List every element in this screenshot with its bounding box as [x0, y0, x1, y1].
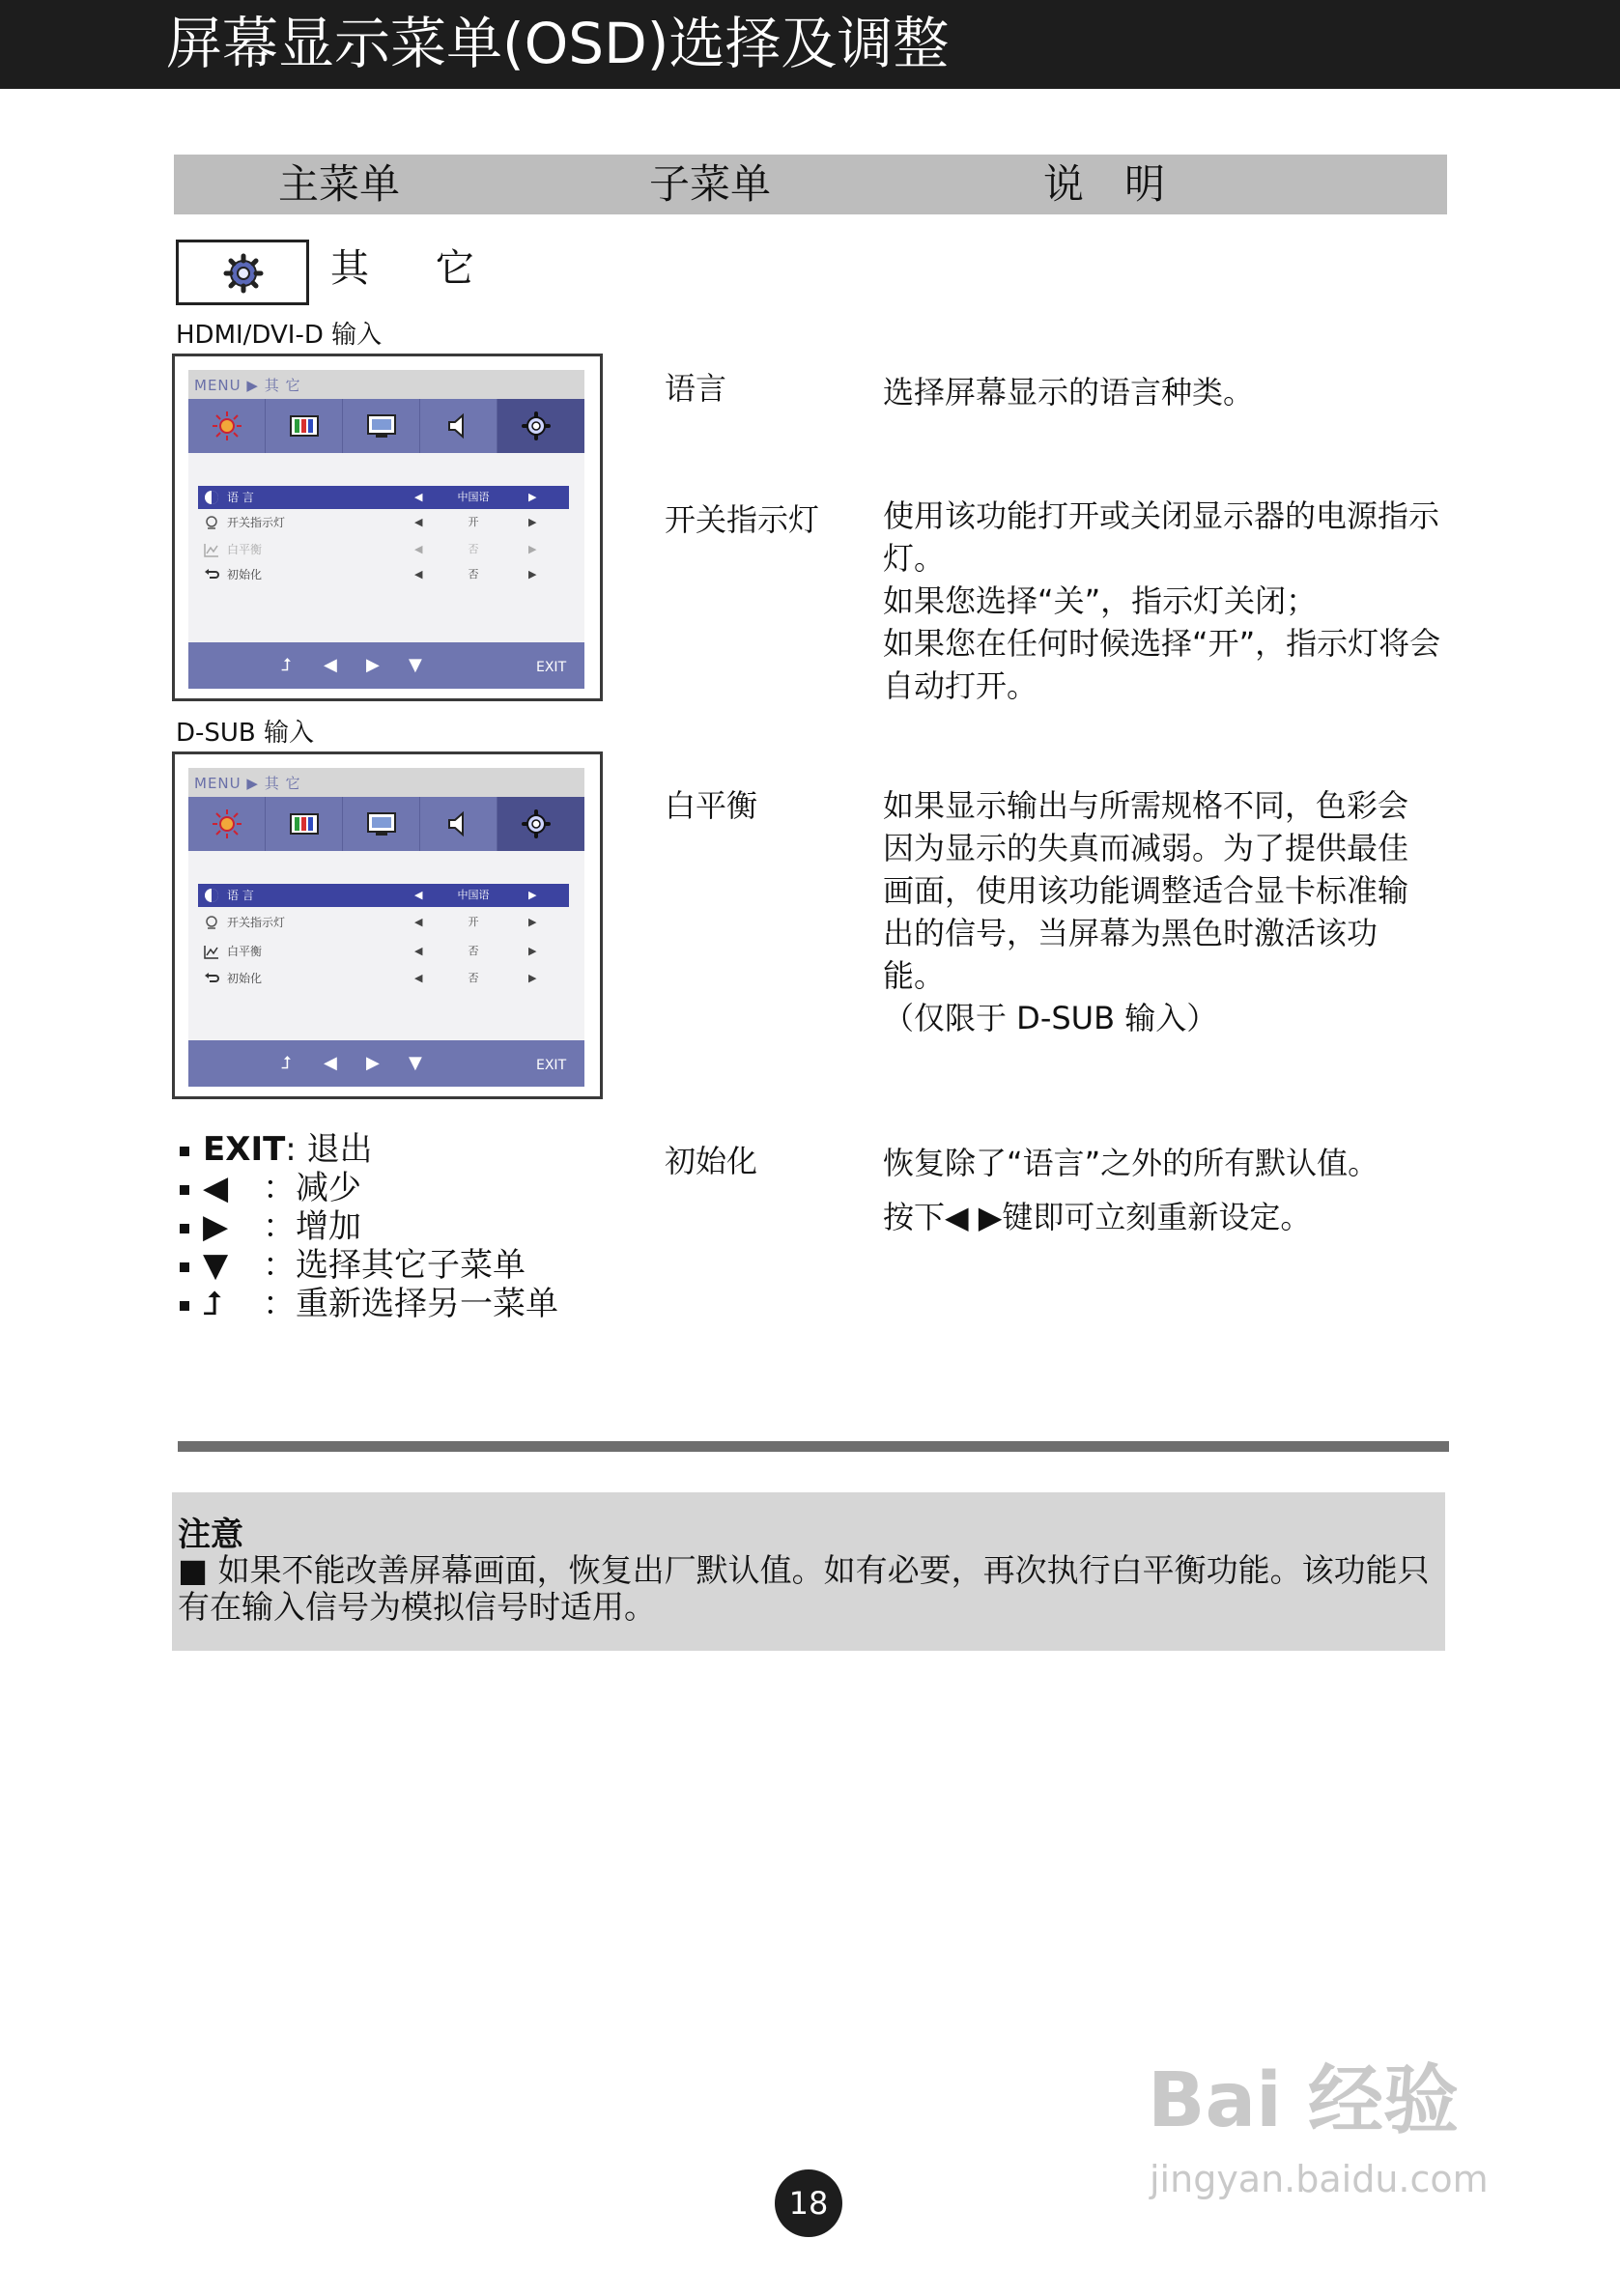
column-main-menu: 主菜单 [278, 160, 401, 208]
right-arrow-icon: ▶ [203, 1207, 229, 1246]
monitor-icon [366, 411, 397, 441]
color-bars-icon [289, 411, 320, 441]
osd-down-icon: ▼ [409, 655, 422, 675]
page-header [0, 0, 1620, 89]
osd-screenshot-dsub [172, 751, 603, 1099]
osd-row-power-indicator: 开关指示灯 ◀ 开 ▶ [198, 511, 569, 534]
power-icon [204, 515, 219, 530]
section-divider [178, 1441, 1449, 1452]
osd-screenshot-hdmi [172, 354, 603, 701]
column-description: 说 明 [1043, 160, 1166, 208]
osd-left-icon: ◀ [324, 1053, 337, 1073]
watermark-logo-text: Bai 经验 [1148, 2057, 1459, 2144]
legend-item-select-submenu: ▼ ：选择其它子菜单 [180, 1246, 526, 1285]
left-arrow-icon: ◀ [203, 1169, 229, 1207]
note-box [172, 1492, 1445, 1651]
osd-tab-display [343, 399, 420, 453]
osd-exit-label: EXIT [536, 1058, 567, 1073]
osd-menu-title: MENU ▶ 其 它 [194, 377, 301, 394]
description-reset: 恢复除了“语言”之外的所有默认值。 按下◀ ▶键即可立刻重新设定。 [883, 1145, 1379, 1235]
legend-item-exit: EXIT: 退出 [180, 1130, 373, 1169]
gear-icon [521, 411, 552, 441]
osd-down-icon: ▼ [409, 1053, 422, 1073]
osd-tab-bar [188, 399, 584, 453]
osd-row-reset: 初始化 ◀ 否 ▶ [198, 967, 569, 990]
osd-row-white-balance: 白平衡 ◀ 否 ▶ [198, 538, 569, 561]
osd-tab-picture [188, 399, 266, 453]
submenu-reset: 初始化 [665, 1143, 758, 1179]
osd-row-white-balance: 白平衡 ◀ 否 ▶ [198, 940, 569, 963]
osd-settings-panel [188, 851, 584, 1040]
monitor-icon [366, 808, 397, 839]
main-menu-other-box [176, 240, 309, 305]
description-power-indicator: 使用该功能打开或关闭显示器的电源指示灯。 如果您选择“关”，指示灯关闭； 如果您在任何时候选择“开”，指示灯将会自动打开。 [883, 497, 1441, 704]
brightness-icon [212, 808, 242, 839]
osd-tab-color [266, 797, 343, 851]
osd-return-icon: ⮥ [281, 655, 292, 675]
return-icon: ⮥ [203, 1285, 223, 1323]
osd-row-power-indicator: 开关指示灯 ◀ 开 ▶ [198, 911, 569, 934]
down-arrow-icon: ▼ [203, 1246, 229, 1285]
brightness-icon [212, 411, 242, 441]
legend-item-decrease: ◀ ：减少 [180, 1169, 361, 1207]
speaker-icon [443, 411, 474, 441]
column-sub-menu: 子菜单 [649, 160, 772, 208]
description-language: 选择屏幕显示的语言种类。 [883, 374, 1255, 411]
submenu-white-balance: 白平衡 [665, 787, 758, 824]
globe-icon [204, 888, 219, 903]
page-title: 屏幕显示菜单(OSD)选择及调整 [166, 11, 950, 76]
column-header-bar [174, 155, 1447, 214]
main-menu-other-label: 其 它 [330, 246, 501, 291]
osd-row-reset: 初始化 ◀ 否 ▶ [198, 563, 569, 586]
osd-tab-color [266, 399, 343, 453]
legend-item-return: ⮥ ：重新选择另一菜单 [180, 1285, 558, 1323]
submenu-power-indicator: 开关指示灯 [665, 501, 820, 538]
description-white-balance: 如果显示输出与所需规格不同，色彩会因为显示的失真而减弱。为了提供最佳画面，使用该功能调整适合显卡标准输出的信号，当屏幕为黑色时激活该功能。 （仅限于 D-SUB 输入） [883, 787, 1409, 1036]
osd-tab-bar [188, 797, 584, 851]
osd-tab-other [497, 797, 584, 851]
osd-row-language: 语 言 ◀ 中国语 ▶ [198, 884, 569, 907]
osd-menu-title: MENU ▶ 其 它 [194, 775, 301, 792]
osd-footer [188, 1040, 584, 1087]
osd-return-icon: ⮥ [281, 1053, 292, 1073]
note-title: 注意 [178, 1516, 243, 1554]
submenu-language: 语言 [665, 370, 727, 407]
input-label-hdmi: HDMI/DVI-D 输入 [176, 321, 383, 350]
osd-exit-label: EXIT [536, 660, 567, 675]
reset-icon [204, 567, 219, 582]
page-number: 18 [775, 2169, 842, 2237]
osd-settings-panel [188, 453, 584, 642]
osd-tab-picture [188, 797, 266, 851]
input-label-dsub: D-SUB 输入 [176, 719, 315, 748]
osd-right-icon: ▶ [366, 655, 380, 675]
speaker-icon [443, 808, 474, 839]
balance-icon [204, 944, 219, 959]
legend-item-increase: ▶ ：增加 [180, 1207, 361, 1246]
osd-tab-sound [420, 399, 497, 453]
gear-icon [521, 808, 552, 839]
gear-icon [221, 252, 266, 295]
osd-tab-sound [420, 797, 497, 851]
osd-footer [188, 642, 584, 689]
note-text: ■ 如果不能改善屏幕画面，恢复出厂默认值。如有必要，再次执行白平衡功能。该功能只有在输入信号为模拟信号时适用。 [178, 1551, 1430, 1626]
osd-left-icon: ◀ [324, 655, 337, 675]
watermark-url: jingyan.baidu.com [1150, 2158, 1489, 2200]
osd-tab-display [343, 797, 420, 851]
reset-icon [204, 971, 219, 986]
osd-right-icon: ▶ [366, 1053, 380, 1073]
color-bars-icon [289, 808, 320, 839]
osd-row-language: 语 言 ◀ 中国语 ▶ [198, 486, 569, 509]
globe-icon [204, 490, 219, 505]
power-icon [204, 915, 219, 930]
osd-tab-other [497, 399, 584, 453]
balance-icon [204, 542, 219, 557]
